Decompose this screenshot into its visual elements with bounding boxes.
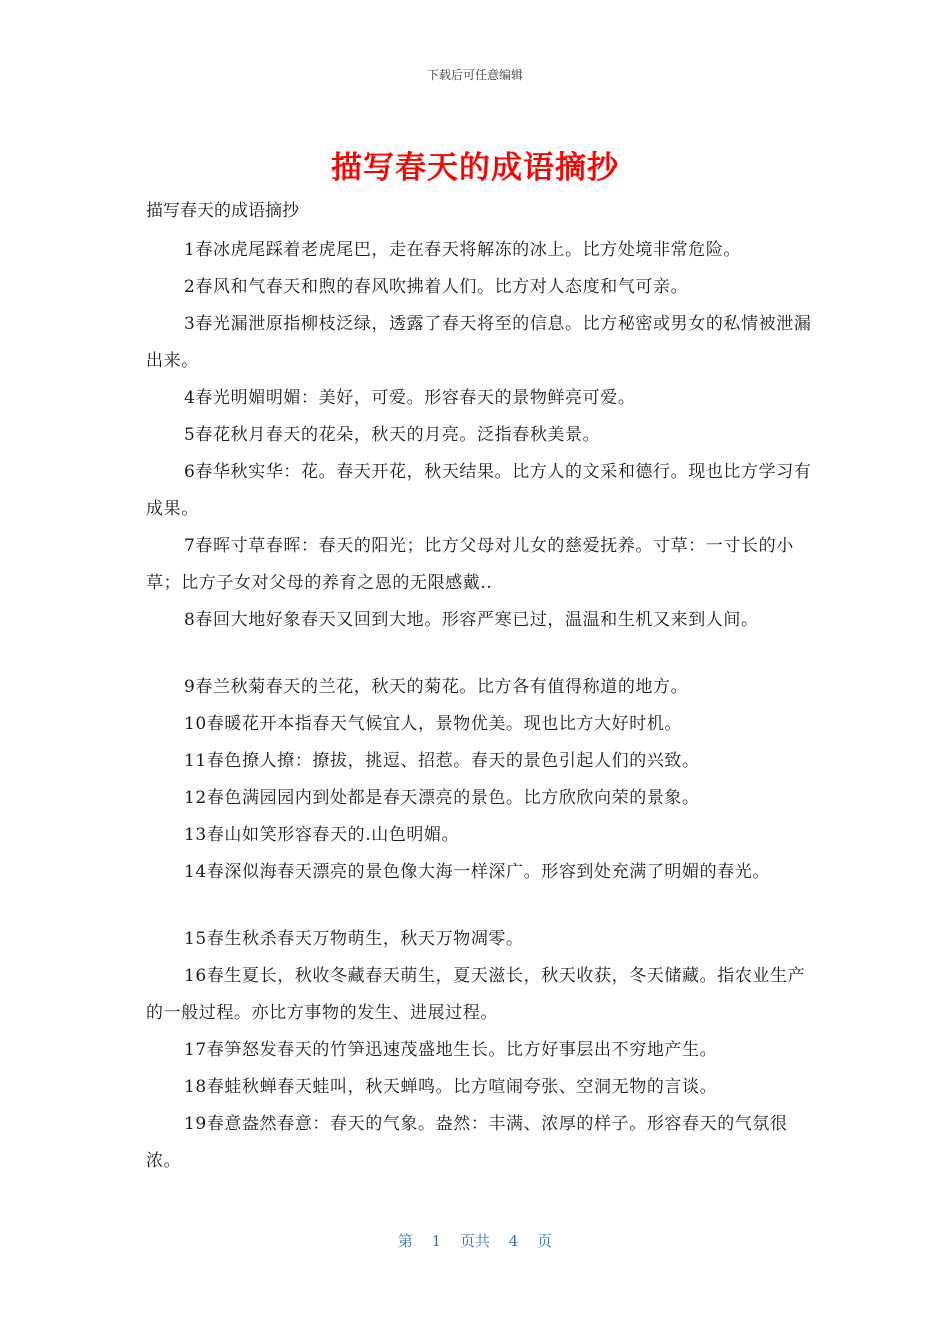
list-item: 19春意盎然春意：春天的气象。盎然：丰满、浓厚的样子。形容春天的气氛很浓。 xyxy=(146,1114,788,1171)
list-item: 14春深似海春天漂亮的景色像大海一样深广。形容到处充满了明媚的春光。 xyxy=(184,862,771,882)
list-item: 4春光明媚明媚：美好，可爱。形容春天的景物鲜亮可爱。 xyxy=(184,388,636,408)
list-item: 17春笋怒发春天的竹笋迅速茂盛地生长。比方好事层出不穷地产生。 xyxy=(184,1040,718,1060)
list-item: 18春蛙秋蝉春天蛙叫，秋天蝉鸣。比方喧闹夸张、空洞无物的言谈。 xyxy=(184,1077,718,1097)
list-item: 5春花秋月春天的花朵，秋天的月亮。泛指春秋美景。 xyxy=(184,425,601,445)
list-item: 6春华秋实华：花。春天开花，秋天结果。比方人的文采和德行。现也比方学习有成果。 xyxy=(146,462,812,519)
page-number-footer: 第 1 页共 4 页 xyxy=(397,1232,553,1250)
list-item: 3春光漏泄原指柳枝泛绿，透露了春天将至的信息。比方秘密或男女的私情被泄漏出来。 xyxy=(146,314,812,371)
list-item: 16春生夏长，秋收冬藏春天萌生，夏天滋长，秋天收获，冬天储藏。指农业生产的一般过程。亦比方事物的发生、进展过程。 xyxy=(146,966,806,1023)
list-item: 9春兰秋菊春天的兰花，秋天的菊花。比方各有值得称道的地方。 xyxy=(184,677,689,697)
list-item: 10春暖花开本指春天气候宜人，景物优美。现也比方大好时机。 xyxy=(184,714,683,734)
list-item: 11春色撩人撩：撩拔，挑逗、招惹。春天的景色引起人们的兴致。 xyxy=(184,751,700,771)
document-subtitle: 描写春天的成语摘抄 xyxy=(146,201,299,221)
list-item: 1春冰虎尾踩着老虎尾巴，走在春天将解冻的冰上。比方处境非常危险。 xyxy=(184,240,742,260)
list-item: 7春晖寸草春晖：春天的阳光；比方父母对儿女的慈爱抚养。寸草：一寸长的小草；比方子女对父母的养育之恩的无限感戴.. xyxy=(146,536,794,593)
list-item: 2春风和气春天和煦的春风吹拂着人们。比方对人态度和气可亲。 xyxy=(184,277,689,297)
header-note: 下载后可任意编辑 xyxy=(426,68,523,82)
list-item: 12春色满园园内到处都是春天漂亮的景色。比方欣欣向荣的景象。 xyxy=(184,788,700,808)
list-item: 15春生秋杀春天万物萌生，秋天万物凋零。 xyxy=(184,929,524,949)
list-item: 13春山如笑形容春天的.山色明媚。 xyxy=(184,825,460,845)
document-title: 描写春天的成语摘抄 xyxy=(331,150,619,186)
list-item: 8春回大地好象春天又回到大地。形容严寒已过，温温和生机又来到人间。 xyxy=(184,610,759,630)
idiom-list xyxy=(146,232,816,1180)
